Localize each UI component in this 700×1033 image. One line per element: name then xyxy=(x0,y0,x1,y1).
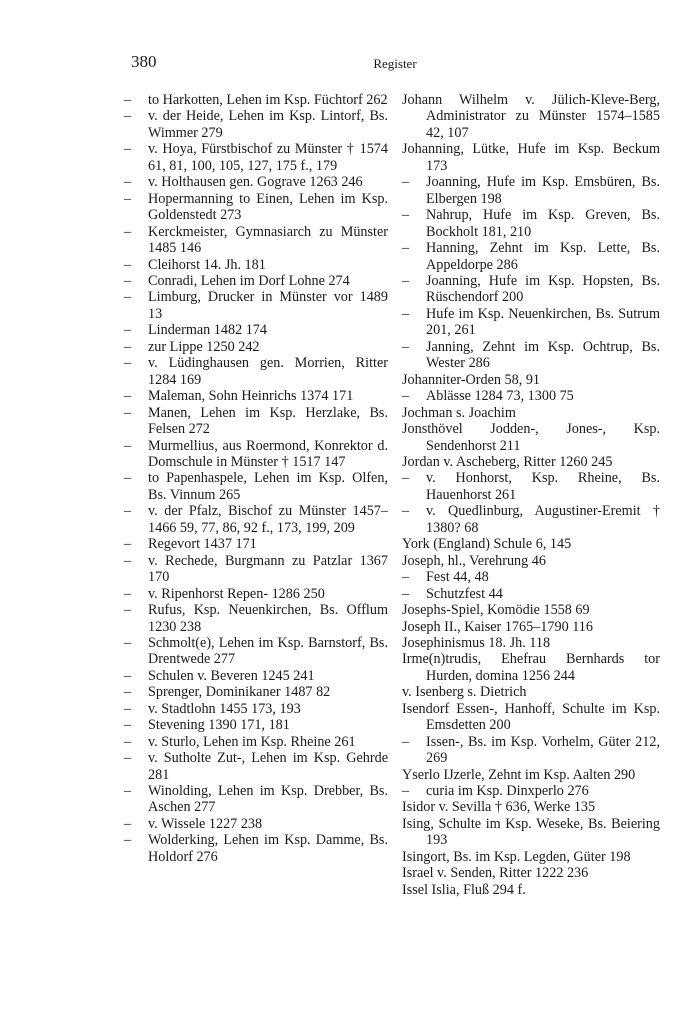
index-subentry xyxy=(124,141,388,174)
index-entry xyxy=(402,92,660,141)
entry-text: v. Isenberg s. Dietrich xyxy=(402,684,527,701)
right-column xyxy=(402,92,660,898)
entry-text: Johanniter-Orden 58, 91 xyxy=(402,371,541,388)
entry-text: Johann Wilhelm v. Jülich-Kleve-Berg, Administrator zu Münster 1574–1585 42, 107 xyxy=(402,92,660,141)
entry-text: – Rufus, Ksp. Neuenkirchen, Bs. Offlum 1230 238 xyxy=(148,602,388,635)
index-subentry xyxy=(124,470,388,503)
index-entry xyxy=(402,405,660,421)
entry-text: Josephinismus 18. Jh. 118 xyxy=(402,634,551,651)
entry-text: Irme(n)trudis, Ehefrau Bernhards tor Hurden, domina 1256 244 xyxy=(402,651,660,684)
entry-text: – Murmellius, aus Roermond, Konrektor d. Domschule in Münster † 1517 147 xyxy=(148,437,388,470)
entry-text: Yserlo IJzerle, Zehnt im Ksp. Aalten 290 xyxy=(402,766,636,783)
entry-text: Isingort, Bs. im Ksp. Legden, Güter 198 xyxy=(402,848,631,865)
entry-text: – Hanning, Zehnt im Ksp. Lette, Bs. Appeldorpe 286 xyxy=(426,240,660,273)
entry-text: – v. Lüdinghausen gen. Morrien, Ritter 1284 169 xyxy=(148,355,388,388)
index-subentry xyxy=(124,191,388,224)
entry-text: – Maleman, Sohn Heinrichs 1374 171 xyxy=(148,388,354,405)
entry-text: Issel Islia, Fluß 294 f. xyxy=(402,881,526,898)
entry-text: Joseph, hl., Verehrung 46 xyxy=(402,552,546,569)
index-entry xyxy=(402,635,660,651)
index-entry xyxy=(402,372,660,388)
index-subentry xyxy=(124,783,388,816)
entry-text: – v. der Heide, Lehen im Ksp. Lintorf, Bs. Wimmer 279 xyxy=(148,108,388,141)
index-entry xyxy=(402,421,660,454)
index-entry xyxy=(402,865,660,881)
entry-text: – Limburg, Drucker in Münster vor 1489 13 xyxy=(148,289,388,322)
entry-text: – Schutzfest 44 xyxy=(426,585,503,602)
index-subentry xyxy=(124,586,388,602)
entry-text: – Stevening 1390 171, 181 xyxy=(148,717,290,734)
index-subentry xyxy=(124,717,388,733)
entry-text: – to Harkotten, Lehen im Ksp. Füchtorf 262 xyxy=(148,92,388,108)
entry-text: Isidor v. Sevilla † 636, Werke 135 xyxy=(402,799,596,816)
index-entry xyxy=(402,553,660,569)
entry-text: – Kerckmeister, Gymnasiarch zu Münster 1485 146 xyxy=(148,223,388,257)
entry-text: Israel v. Senden, Ritter 1222 236 xyxy=(402,865,589,882)
index-subentry xyxy=(402,207,660,240)
index-entry xyxy=(402,651,660,684)
page-number: 380 xyxy=(131,52,157,71)
index-entry xyxy=(402,619,660,635)
entry-text: – Issen-, Bs. im Ksp. Vorhelm, Güter 212, 269 xyxy=(426,733,660,767)
index-entry xyxy=(402,816,660,849)
index-subentry xyxy=(402,586,660,602)
entry-text: – v. Sutholte Zut-, Lehen im Ksp. Gehrde 281 xyxy=(148,750,388,783)
index-subentry xyxy=(124,339,388,355)
index-subentry xyxy=(124,750,388,783)
index-entry xyxy=(402,141,660,174)
index-subentry xyxy=(124,355,388,388)
entry-text: – v. Rechede, Burgmann zu Patzlar 1367 170 xyxy=(148,552,388,586)
entry-text: Josephs-Spiel, Komödie 1558 69 xyxy=(402,602,590,619)
index-subentry xyxy=(124,405,388,438)
index-subentry xyxy=(402,388,660,404)
entry-text: – v. Holthausen gen. Gograve 1263 246 xyxy=(148,174,363,191)
index-subentry xyxy=(124,536,388,552)
index-entry xyxy=(402,684,660,700)
entry-text: – Schulen v. Beveren 1245 241 xyxy=(148,667,315,684)
index-subentry xyxy=(124,635,388,668)
index-subentry xyxy=(402,734,660,767)
entry-text: – Regevort 1437 171 xyxy=(148,536,257,553)
entry-text: Ising, Schulte im Ksp. Weseke, Bs. Beiering 193 xyxy=(402,815,660,849)
index-entry xyxy=(402,767,660,783)
entry-text: – Cleihorst 14. Jh. 181 xyxy=(148,256,266,273)
index-subentry xyxy=(124,503,388,536)
index-subentry xyxy=(124,668,388,684)
left-column xyxy=(124,92,388,865)
entry-text: – Janning, Zehnt im Ksp. Ochtrup, Bs. Wester 286 xyxy=(426,338,660,372)
entry-text: – curia im Ksp. Dinxperlo 276 xyxy=(426,783,589,800)
entry-text: – v. Stadtlohn 1455 173, 193 xyxy=(148,700,301,717)
entry-text: – Manen, Lehen im Ksp. Herzlake, Bs. Felsen 272 xyxy=(148,404,388,438)
index-entry xyxy=(402,602,660,618)
entry-text: Johanning, Lütke, Hufe im Ksp. Beckum 173 xyxy=(402,141,660,174)
entry-text: Isendorf Essen-, Hanhoff, Schulte im Ksp. Emsdetten 200 xyxy=(402,700,660,734)
index-subentry xyxy=(402,569,660,585)
entry-text: – Winolding, Lehen im Ksp. Drebber, Bs. Aschen 277 xyxy=(148,783,388,816)
index-entry xyxy=(402,701,660,734)
entry-text: – Wolderking, Lehen im Ksp. Damme, Bs. Holdorf 276 xyxy=(148,832,388,865)
index-subentry xyxy=(124,602,388,635)
index-entry xyxy=(402,536,660,552)
index-subentry xyxy=(124,438,388,471)
index-subentry xyxy=(124,322,388,338)
index-subentry xyxy=(124,108,388,141)
entry-text: – v. Quedlinburg, Augustiner-Eremit † 1380? 68 xyxy=(426,503,660,536)
entry-text: – Conradi, Lehen im Dorf Lohne 274 xyxy=(148,272,350,289)
index-subentry xyxy=(402,470,660,503)
entry-text: – Linderman 1482 174 xyxy=(148,322,267,339)
entry-text: – Joanning, Hufe im Ksp. Hopsten, Bs. Rüschendorf 200 xyxy=(426,272,660,306)
index-entry xyxy=(402,882,660,898)
index-subentry xyxy=(124,553,388,586)
index-subentry xyxy=(124,174,388,190)
index-subentry xyxy=(402,240,660,273)
entry-text: Jordan v. Ascheberg, Ritter 1260 245 xyxy=(402,453,613,470)
index-subentry xyxy=(402,339,660,372)
index-subentry xyxy=(124,273,388,289)
index-subentry xyxy=(124,92,388,108)
entry-text: Jonsthövel Jodden-, Jones-, Ksp. Sendenhorst 211 xyxy=(402,421,660,454)
index-subentry xyxy=(124,816,388,832)
index-subentry xyxy=(402,503,660,536)
index-entry xyxy=(402,849,660,865)
entry-text: – v. der Pfalz, Bischof zu Münster 1457–1466 59, 77, 86, 92 f., 173, 199, 209 xyxy=(148,503,388,536)
entry-text: – v. Hoya, Fürstbischof zu Münster † 1574 61, 81, 100, 105, 127, 175 f., 179 xyxy=(148,141,388,174)
entry-text: – Nahrup, Hufe im Ksp. Greven, Bs. Bockholt 181, 210 xyxy=(426,207,660,240)
entry-text: – Ablässe 1284 73, 1300 75 xyxy=(426,388,574,405)
entry-text: – Fest 44, 48 xyxy=(426,569,489,586)
index-subentry xyxy=(402,273,660,306)
index-entry xyxy=(402,799,660,815)
entry-text: – v. Sturlo, Lehen im Ksp. Rheine 261 xyxy=(148,733,356,750)
index-subentry xyxy=(402,306,660,339)
entry-text: York (England) Schule 6, 145 xyxy=(402,536,572,553)
index-subentry xyxy=(124,257,388,273)
index-entry xyxy=(402,454,660,470)
index-subentry xyxy=(124,289,388,322)
index-subentry xyxy=(124,734,388,750)
index-subentry xyxy=(124,832,388,865)
entry-text: Jochman s. Joachim xyxy=(402,404,516,421)
entry-text: – v. Honhorst, Ksp. Rheine, Bs. Hauenhorst 261 xyxy=(426,470,660,503)
entry-text: – to Papenhaspele, Lehen im Ksp. Olfen, Bs. Vinnum 265 xyxy=(148,470,388,503)
entry-text: – v. Ripenhorst Repen- 1286 250 xyxy=(148,585,325,602)
entry-text: – zur Lippe 1250 242 xyxy=(148,338,260,355)
index-subentry xyxy=(124,388,388,404)
entry-text: – Schmolt(e), Lehen im Ksp. Barnstorf, Bs. Drentwede 277 xyxy=(148,634,388,668)
entry-text: – v. Wissele 1227 238 xyxy=(148,815,263,832)
entry-text: – Joanning, Hufe im Ksp. Emsbüren, Bs. Elbergen 198 xyxy=(426,174,660,207)
index-subentry xyxy=(124,684,388,700)
entry-text: Joseph II., Kaiser 1765–1790 116 xyxy=(402,618,593,635)
entry-text: – Hopermanning to Einen, Lehen im Ksp. Goldenstedt 273 xyxy=(148,190,388,224)
index-subentry xyxy=(124,224,388,257)
index-subentry xyxy=(402,783,660,799)
entry-text: – Sprenger, Dominikaner 1487 82 xyxy=(148,684,331,701)
index-subentry xyxy=(124,701,388,717)
running-header: Register xyxy=(373,56,417,71)
entry-text: – Hufe im Ksp. Neuenkirchen, Bs. Sutrum 201, 261 xyxy=(426,305,660,339)
index-subentry xyxy=(402,174,660,207)
